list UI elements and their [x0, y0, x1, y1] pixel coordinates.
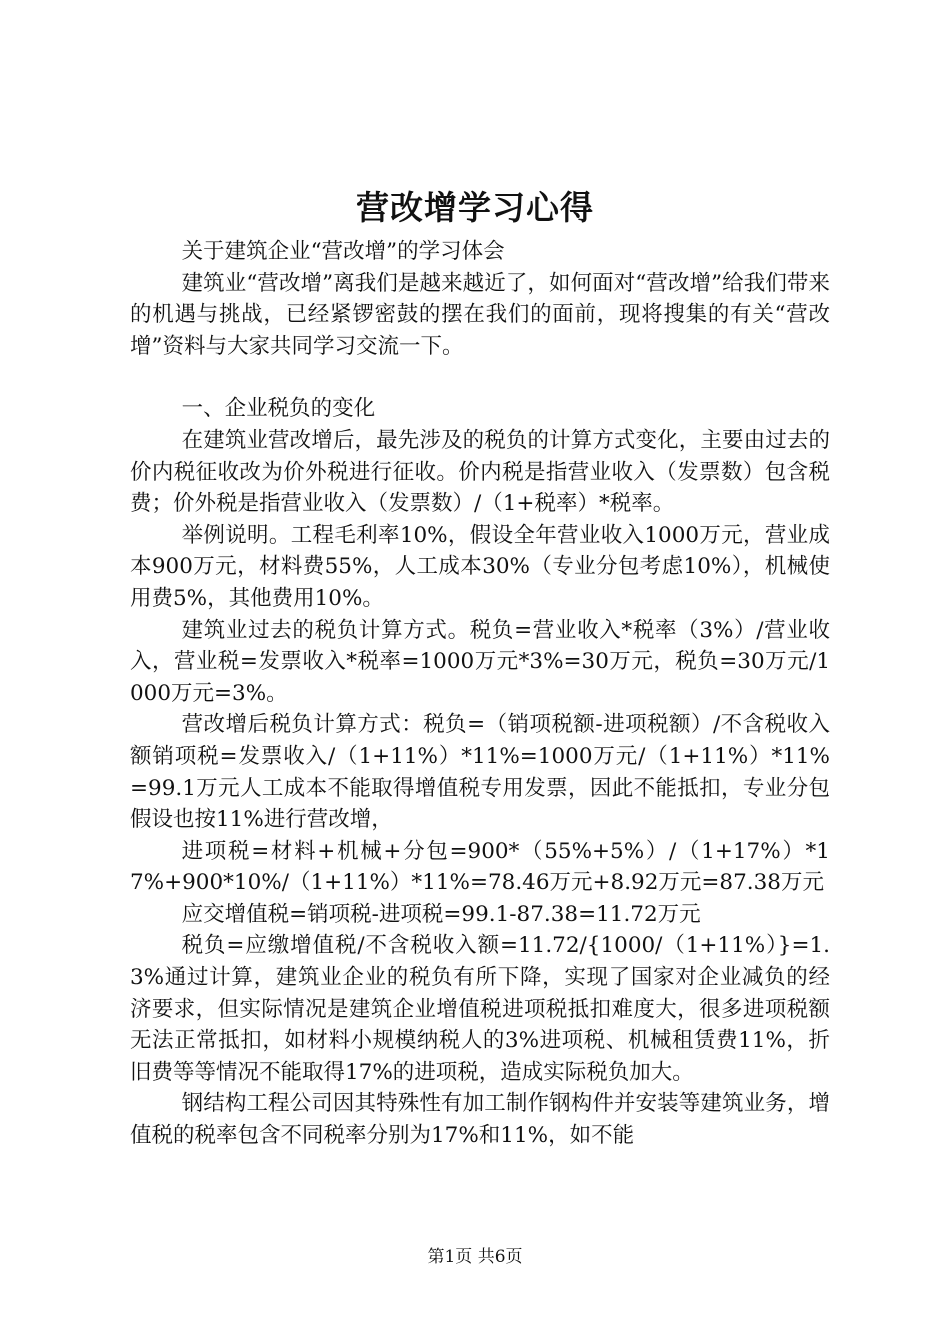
paragraph-subtitle: 关于建筑企业“营改增”的学习体会 [181, 239, 505, 264]
paragraph-intro: 建筑业“营改增”离我们是越来越近了，如何面对“营改增”给我们带来的机遇与挑战，已经紧锣密鼓的摆在我们的面前，现将搜集的有关“营改增”资料与大家共同学习交流一下。 [130, 270, 830, 359]
document-body [130, 236, 830, 1152]
paragraph: 进项税=材料+机械+分包=900*（55%+5%）/（1+17%）*17%+900*10%/（1+11%）*11%=78.46万元+8.92万元=87.38万元 [130, 838, 830, 896]
document-title: 营改增学习心得 [356, 188, 594, 227]
paragraph: 举例说明。工程毛利率10%，假设全年营业收入1000万元，营业成本900万元，材料费55%，人工成本30%（专业分包考虑10%），机械使用费5%，其他费用10%。 [130, 522, 830, 611]
paragraph: 建筑业过去的税负计算方式。税负=营业收入*税率（3%）/营业收入，营业税=发票收入*税率=1000万元*3%=30万元，税负=30万元/1000万元=3%。 [130, 617, 830, 706]
paragraph: 应交增值税=销项税-进项税=99.1-87.38=11.72万元 [181, 901, 701, 927]
paragraph: 税负=应缴增值税/不含税收入额=11.72/{1000/（1+11%）}=1.3%通过计算，建筑业企业的税负有所下降，实现了国家对企业减负的经济要求，但实际情况是建筑企业增值税进项税抵扣难度大，很多进项税额无法正常抵扣，如材料小规模纳税人的3%进项税、机械租赁费11%，折旧费等等情况不能取得17%的进项税，造成实际税负加大。 [130, 933, 830, 1085]
paragraph: 在建筑业营改增后，最先涉及的税负的计算方式变化，主要由过去的价内税征收改为价外税进行征收。价内税是指营业收入（发票数）包含税费；价外税是指营业收入（发票数）/（1+税率）*税率。 [130, 427, 830, 517]
section-heading: 一、企业税负的变化 [181, 396, 376, 422]
page-number: 第1页 共6页 [427, 1247, 523, 1267]
paragraph: 营改增后税负计算方式：税负=（销项税额-进项税额）/不含税收入额销项税=发票收入/（1+11%）*11%=1000万元/（1+11%）*11%=99.1万元人工成本不能取得增值税专用发票，因此不能抵扣，专业分包假设也按11%进行营改增， [130, 712, 830, 833]
paragraph: 钢结构工程公司因其特殊性有加工制作钢构件并安装等建筑业务，增值税的税率包含不同税率分别为17%和11%，如不能 [130, 1091, 830, 1149]
